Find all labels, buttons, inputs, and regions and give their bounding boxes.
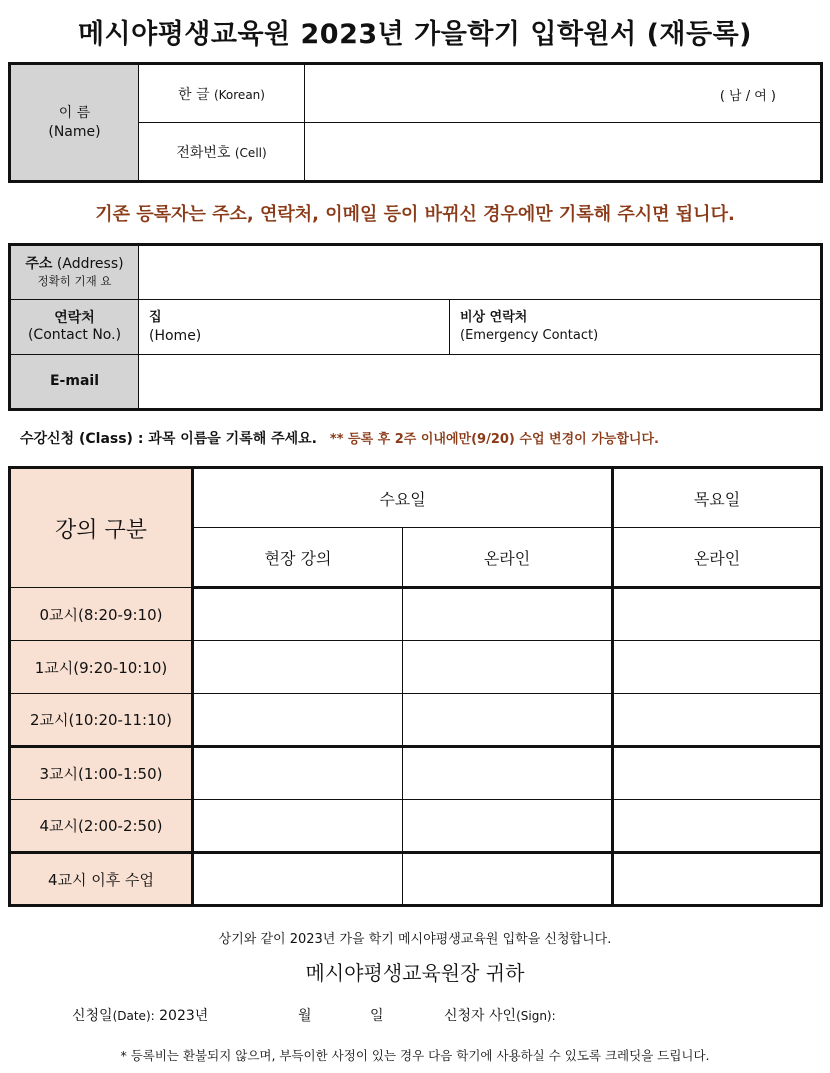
class-cell[interactable] [403,641,613,694]
class-cell[interactable] [193,641,403,694]
korean-name-field[interactable] [305,64,822,123]
email-label-text: E-mail [49,373,99,389]
class-cell[interactable] [403,800,613,853]
class-cell[interactable] [193,853,403,906]
contact-label [10,300,139,355]
signature-label-en: (Sign): [516,1009,556,1023]
emergency-label-en: (Emergency Contact) [460,328,599,343]
date-year: 2023년 [159,1008,209,1024]
contact-label-en: (Contact No.) [27,327,122,343]
phone-field[interactable] [305,123,822,182]
address-hint: 정확히 기재 요 [37,273,112,288]
page-title: 메시야평생교육원 2023년 가을학기 입학원서 (재등록) [77,19,753,50]
signature-label [444,1005,556,1025]
emergency-contact-field[interactable] [450,300,822,355]
emergency-label: 비상 연락처 [460,310,528,325]
period-label: 2교시(10:20-11:10) [10,694,193,747]
korean-name-label-en: (Korean) [213,87,265,102]
application-statement: 상기와 같이 2023년 가을 학기 메시야평생교육원 입학을 신청합니다. [218,932,612,947]
class-cell[interactable] [613,641,822,694]
date-month: 월 [298,1008,312,1024]
in-person-header: 현장 강의 [193,528,403,588]
class-cell[interactable] [613,588,822,641]
class-schedule-table [8,466,823,907]
class-cell[interactable] [613,800,822,853]
korean-name-label [139,64,305,123]
recipient-line: 메시야평생교육원장 귀하 [305,961,525,985]
class-cell[interactable] [613,694,822,747]
home-label: 집 [149,310,162,325]
class-instruction-line [20,428,659,448]
email-field[interactable] [139,355,822,410]
date-label-ko: 신청일 [72,1008,113,1024]
wednesday-header: 수요일 [193,468,613,528]
gender-selection[interactable]: ( 남 / 여 ) [719,89,776,104]
email-label [10,355,139,410]
phone-label-ko: 전화번호 [176,144,231,161]
class-cell[interactable] [613,853,822,906]
date-label-en: (Date): [112,1009,155,1023]
phone-label-en: (Cell) [234,145,267,160]
period-label: 3교시(1:00-1:50) [10,747,193,800]
class-cell[interactable] [403,694,613,747]
thursday-online-header: 온라인 [613,528,822,588]
class-change-warning: ** 등록 후 2주 이내에만(9/20) 수업 변경이 가능합니다. [329,432,659,447]
name-label-ko: 이 름 [58,104,91,121]
class-cell[interactable] [403,853,613,906]
address-label-en: (Address) [56,255,124,272]
class-cell[interactable] [193,800,403,853]
period-label: 4교시(2:00-2:50) [10,800,193,853]
name-table [8,62,823,183]
class-cell[interactable] [193,747,403,800]
name-label-en: (Name) [48,123,101,140]
home-label-en: (Home) [149,328,202,344]
contact-table [8,243,823,411]
category-header: 강의 구분 [10,468,193,588]
address-label [10,245,139,300]
period-label: 0교시(8:20-9:10) [10,588,193,641]
home-phone-field[interactable] [139,300,450,355]
date-day: 일 [370,1008,384,1024]
class-cell[interactable] [403,747,613,800]
name-label [10,64,139,182]
class-cell[interactable] [403,588,613,641]
refund-note: * 등록비는 환불되지 않으며, 부득이한 사정이 있는 경우 다음 학기에 사용하실 수 있도록 크레딧을 드립니다. [120,1048,710,1063]
class-cell[interactable] [193,694,403,747]
address-label-ko: 주소 [25,255,53,272]
phone-label [139,123,305,182]
thursday-header: 목요일 [613,468,822,528]
wednesday-online-header: 온라인 [403,528,613,588]
address-field[interactable] [139,245,822,300]
signature-label-ko: 신청자 사인 [444,1008,517,1024]
period-label: 1교시(9:20-10:10) [10,641,193,694]
class-instruction: 수강신청 (Class) : 과목 이름을 기록해 주세요. [20,431,318,447]
re-registration-notice: 기존 등록자는 주소, 연락처, 이메일 등이 바뀌신 경우에만 기록해 주시면 됩니다. [95,204,735,225]
date-label [72,1005,208,1025]
contact-label-ko: 연락처 [54,310,95,326]
class-cell[interactable] [613,747,822,800]
class-cell[interactable] [193,588,403,641]
korean-name-label-ko: 한 글 [178,86,210,103]
period-label: 4교시 이후 수업 [10,853,193,906]
